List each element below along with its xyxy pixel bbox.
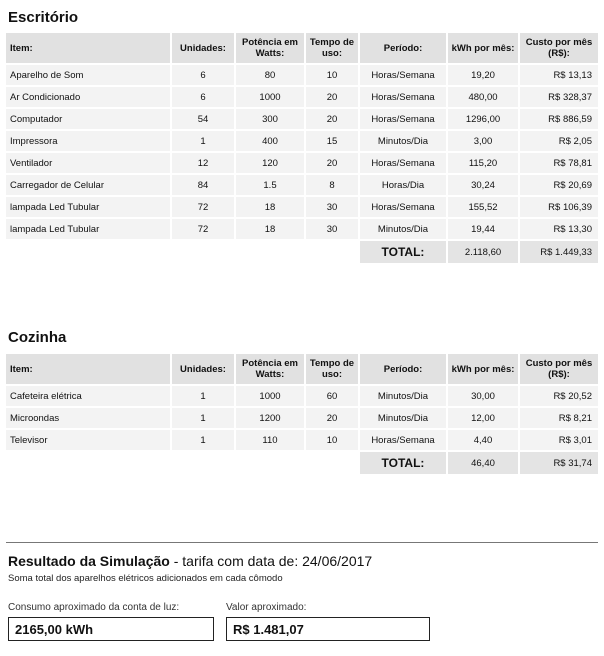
cell-cost: R$ 20,69 xyxy=(520,175,598,195)
cell-power: 1000 xyxy=(236,386,306,406)
cell-time: 8 xyxy=(306,175,360,195)
cell-cost: R$ 2,05 xyxy=(520,131,598,151)
cell-power: 18 xyxy=(236,197,306,217)
cell-item: Aparelho de Som xyxy=(6,65,172,85)
table-row xyxy=(6,65,598,85)
cell-item: Televisor xyxy=(6,430,172,450)
cell-power: 110 xyxy=(236,430,306,450)
cell-power: 1200 xyxy=(236,408,306,428)
cell-units: 6 xyxy=(172,65,236,85)
header-units: Unidades: xyxy=(172,33,236,63)
result-description: Soma total dos aparelhos elétricos adicionados em cada cômodo xyxy=(8,573,283,584)
cell-cost: R$ 13,13 xyxy=(520,65,598,85)
cell-units: 1 xyxy=(172,430,236,450)
header-time: Tempo de uso: xyxy=(306,33,360,63)
table-row xyxy=(6,109,598,129)
cell-period: Horas/Semana xyxy=(360,109,448,129)
total-label: TOTAL: xyxy=(360,452,448,474)
cell-item: Impressora xyxy=(6,131,172,151)
cell-time: 30 xyxy=(306,197,360,217)
total-cost: R$ 1.449,33 xyxy=(520,241,598,263)
table-row xyxy=(6,131,598,151)
cell-units: 12 xyxy=(172,153,236,173)
cell-units: 1 xyxy=(172,386,236,406)
cell-cost: R$ 328,37 xyxy=(520,87,598,107)
cell-cost: R$ 8,21 xyxy=(520,408,598,428)
cell-kwh: 480,00 xyxy=(448,87,520,107)
header-cost: Custo por mês (R$): xyxy=(520,354,598,384)
cell-kwh: 19,44 xyxy=(448,219,520,239)
cell-item: Ar Condicionado xyxy=(6,87,172,107)
header-kwh: kWh por mês: xyxy=(448,354,520,384)
cell-units: 72 xyxy=(172,219,236,239)
cell-time: 60 xyxy=(306,386,360,406)
total-label: TOTAL: xyxy=(360,241,448,263)
header-units: Unidades: xyxy=(172,354,236,384)
cell-power: 1.5 xyxy=(236,175,306,195)
cell-period: Minutos/Dia xyxy=(360,131,448,151)
cell-power: 400 xyxy=(236,131,306,151)
cell-time: 20 xyxy=(306,153,360,173)
table-row xyxy=(6,219,598,239)
cell-units: 1 xyxy=(172,131,236,151)
header-cost: Custo por mês (R$): xyxy=(520,33,598,63)
cell-units: 84 xyxy=(172,175,236,195)
cell-item: Microondas xyxy=(6,408,172,428)
cell-kwh: 115,20 xyxy=(448,153,520,173)
cell-cost: R$ 13,30 xyxy=(520,219,598,239)
cell-period: Minutos/Dia xyxy=(360,386,448,406)
cell-time: 30 xyxy=(306,219,360,239)
cell-cost: R$ 78,81 xyxy=(520,153,598,173)
cell-kwh: 4,40 xyxy=(448,430,520,450)
result-tariff-date: - tarifa com data de: 24/06/2017 xyxy=(169,553,373,569)
value-value-field: R$ 1.481,07 xyxy=(226,617,430,641)
cell-units: 54 xyxy=(172,109,236,129)
cell-kwh: 155,52 xyxy=(448,197,520,217)
cell-period: Horas/Semana xyxy=(360,197,448,217)
cell-time: 10 xyxy=(306,65,360,85)
cell-kwh: 1296,00 xyxy=(448,109,520,129)
cell-units: 6 xyxy=(172,87,236,107)
cell-time: 20 xyxy=(306,87,360,107)
cell-period: Horas/Semana xyxy=(360,87,448,107)
total-spacer xyxy=(6,452,360,474)
table-row xyxy=(6,197,598,217)
consumption-label: Consumo aproximado da conta de luz: xyxy=(8,602,180,613)
cell-kwh: 12,00 xyxy=(448,408,520,428)
cell-time: 20 xyxy=(306,408,360,428)
header-power: Potência em Watts: xyxy=(236,354,306,384)
cell-cost: R$ 886,59 xyxy=(520,109,598,129)
table-row xyxy=(6,408,598,428)
cell-item: Cafeteira elétrica xyxy=(6,386,172,406)
cell-power: 120 xyxy=(236,153,306,173)
total-spacer xyxy=(6,241,360,263)
total-kwh: 46,40 xyxy=(448,452,520,474)
header-kwh: kWh por mês: xyxy=(448,33,520,63)
cell-item: Ventilador xyxy=(6,153,172,173)
cell-kwh: 3,00 xyxy=(448,131,520,151)
section-title-escritorio: Escritório xyxy=(8,9,79,26)
table-header-row xyxy=(6,33,598,63)
cell-units: 1 xyxy=(172,408,236,428)
value-label: Valor aproximado: xyxy=(226,602,307,613)
section-divider xyxy=(6,542,598,543)
cell-cost: R$ 106,39 xyxy=(520,197,598,217)
table-header-row xyxy=(6,354,598,384)
cell-time: 10 xyxy=(306,430,360,450)
cell-item: lampada Led Tubular xyxy=(6,197,172,217)
cell-power: 80 xyxy=(236,65,306,85)
header-period: Período: xyxy=(360,354,448,384)
cell-period: Minutos/Dia xyxy=(360,408,448,428)
cell-units: 72 xyxy=(172,197,236,217)
cell-period: Horas/Dia xyxy=(360,175,448,195)
result-title: Resultado da Simulação xyxy=(8,553,170,569)
header-period: Período: xyxy=(360,33,448,63)
cell-kwh: 30,24 xyxy=(448,175,520,195)
cell-kwh: 30,00 xyxy=(448,386,520,406)
cell-period: Horas/Semana xyxy=(360,65,448,85)
header-time: Tempo de uso: xyxy=(306,354,360,384)
table-row xyxy=(6,87,598,107)
result-heading xyxy=(8,553,372,569)
header-power: Potência em Watts: xyxy=(236,33,306,63)
cell-power: 18 xyxy=(236,219,306,239)
table-cozinha xyxy=(6,352,598,476)
consumption-value-field: 2165,00 kWh xyxy=(8,617,214,641)
table-row xyxy=(6,153,598,173)
cell-period: Minutos/Dia xyxy=(360,219,448,239)
cell-time: 15 xyxy=(306,131,360,151)
cell-power: 300 xyxy=(236,109,306,129)
table-escritorio xyxy=(6,31,598,265)
cell-item: Carregador de Celular xyxy=(6,175,172,195)
section-title-cozinha: Cozinha xyxy=(8,329,67,346)
total-kwh: 2.118,60 xyxy=(448,241,520,263)
total-row xyxy=(6,241,598,263)
cell-cost: R$ 3,01 xyxy=(520,430,598,450)
cell-item: lampada Led Tubular xyxy=(6,219,172,239)
cell-period: Horas/Semana xyxy=(360,153,448,173)
header-item: Item: xyxy=(6,354,172,384)
header-item: Item: xyxy=(6,33,172,63)
cell-time: 20 xyxy=(306,109,360,129)
table-row xyxy=(6,430,598,450)
cell-cost: R$ 20,52 xyxy=(520,386,598,406)
cell-power: 1000 xyxy=(236,87,306,107)
table-row xyxy=(6,175,598,195)
table-row xyxy=(6,386,598,406)
cell-kwh: 19,20 xyxy=(448,65,520,85)
cell-item: Computador xyxy=(6,109,172,129)
cell-period: Horas/Semana xyxy=(360,430,448,450)
total-cost: R$ 31,74 xyxy=(520,452,598,474)
total-row xyxy=(6,452,598,474)
